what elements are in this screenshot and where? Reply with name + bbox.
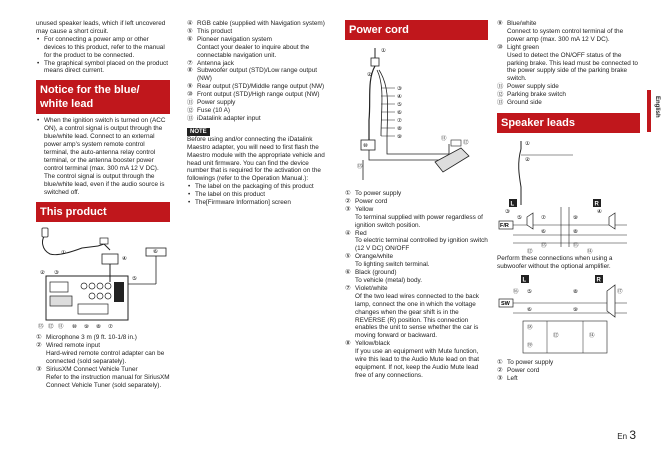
list-item: ② Power cord [345, 197, 388, 205]
callout-3: ③ [505, 208, 510, 215]
language-tab [647, 90, 662, 132]
callout-5: ⑤ [517, 214, 522, 221]
callout-6: ⑥ [527, 306, 532, 313]
left-label: L [522, 277, 527, 284]
callout-6: ⑥ [541, 228, 546, 235]
callout-10: ⑩ [363, 143, 368, 149]
language-tab-bar [647, 90, 651, 132]
callout-13: ⑬ [541, 242, 547, 249]
callout-5: ⑤ [397, 102, 402, 108]
notice-text: • When the ignition switch is turned on (ACC ON), a control signal is output through the blue/white lead. Connect to an external power amp's system remote control terminal, the auto-antenna relay control terminal, or the antenna booster power control terminal (max. 300 mA 12 V DC). The control signal is output through the blue/white lead, even if the audio source is switched off. [36, 117, 170, 196]
callout-3: ③ [54, 270, 59, 277]
callout-17: ⑰ [617, 288, 623, 295]
list-item: ⑬ iDatalink adapter input [187, 114, 261, 122]
callout-7: ⑦ [397, 118, 402, 124]
list-item-detail: To vehicle (metal) body. [355, 276, 423, 284]
product-heading: This product [36, 202, 170, 222]
list-item-detail: Connect to system control terminal of the power amp (max. 300 mA 12 V DC). [507, 27, 624, 43]
callout-18: ⑱ [527, 324, 533, 331]
callout-8: ⑧ [573, 288, 578, 295]
product-items [36, 334, 170, 389]
list-item: ⑦ Antenna jack [187, 59, 234, 67]
subwoofer-caption: Perform these connections when using a subwoofer without the optional amplifier. [497, 254, 613, 270]
list-item: ⑬ Ground side [497, 99, 542, 107]
callout-12: ⑫ [463, 140, 469, 146]
list-item: ⑩ Front output (STD)/High range output (NW) [187, 91, 320, 99]
callout-6: ⑥ [153, 249, 158, 256]
list-item: ① To power supply [497, 358, 554, 366]
column-4 [497, 20, 640, 383]
callout-12: ⑫ [527, 248, 533, 255]
list-item: ④ RGB cable (supplied with Navigation system) [187, 20, 325, 27]
page-number [617, 428, 636, 442]
column-2 [187, 20, 331, 207]
list-item-detail: To electric terminal controlled by ignition switch (12 V DC) ON/OFF [355, 237, 488, 253]
list-item-detail: To lighting switch terminal. [355, 261, 430, 269]
left-label: L [510, 201, 515, 208]
list-item: ② Power cord [497, 366, 540, 374]
list-item: ① To power supply [345, 190, 402, 197]
power-cord-items [345, 190, 488, 380]
column-1 [36, 20, 170, 390]
list-item: ⑥ Black (ground) [345, 269, 397, 277]
product-items-continued [187, 20, 331, 123]
page-prefix: En [617, 432, 628, 441]
callout-16: ⑯ [513, 288, 519, 295]
callout-5: ⑤ [132, 276, 137, 283]
power-cord-heading: Power cord [345, 20, 488, 40]
callout-9: ⑨ [573, 214, 578, 221]
speaker-diagram-2 [497, 273, 640, 359]
bullet-list [36, 36, 170, 76]
callout-11: ⑪ [441, 136, 447, 142]
notice-list [36, 117, 170, 196]
callout-7: ⑦ [108, 324, 113, 331]
callout-4: ④ [122, 256, 127, 263]
callout-2: ② [40, 270, 45, 277]
list-item: ⑤ Orange/white [345, 253, 394, 261]
list-item-detail: If you use an equipment with Mute function, wire this lead to the Audio Mute lead on that equipment. If not, keep the Audio Mute lead free of any connections. [355, 348, 479, 379]
list-item: ⑪ Power supply [187, 99, 236, 107]
bullet-item: • The label on this product [187, 191, 331, 199]
callout-5: ⑤ [527, 288, 532, 295]
list-item: ⑫ Parking brake switch [497, 91, 566, 99]
list-item: ③ SiriusXM Connect Vehicle Tuner [36, 366, 138, 374]
list-item: ④ Red [345, 229, 367, 237]
note-label: NOTE [187, 128, 210, 136]
callout-15: ⑮ [573, 242, 579, 249]
list-item: ⑩ Light green [497, 43, 539, 51]
note-bullets [187, 183, 331, 207]
speaker-leads-heading: Speaker leads [497, 113, 640, 133]
callout-4: ④ [597, 208, 602, 215]
sw-label: SW [501, 300, 510, 307]
callout-8: ⑧ [96, 324, 101, 331]
list-item-detail: Used to detect the ON/OFF status of the parking brake. This lead must be connected to the power supply side of the parking brake switch. [507, 51, 638, 83]
list-item-detail: To terminal supplied with power regardless of ignition switch position. [355, 213, 483, 229]
callout-9: ⑨ [397, 134, 402, 140]
callout-1: ① [61, 250, 66, 257]
column-3 [345, 20, 488, 380]
notice-heading: Notice for the blue/ white lead [36, 80, 170, 114]
callout-9: ⑨ [573, 306, 578, 313]
list-item: ⑨ Blue/white [497, 20, 537, 27]
right-label: R [594, 201, 599, 208]
callout-12: ⑫ [48, 324, 54, 331]
list-item: ⑧ Yellow/black [345, 340, 390, 348]
list-item: ⑥ Pioneer navigation system [187, 35, 272, 43]
list-item-detail: Refer to the instruction manual for SiriusXM Connect Vehicle Tuner (sold separately). [46, 373, 170, 389]
callout-9: ⑨ [84, 324, 89, 331]
fr-label: F/R [500, 222, 509, 229]
power-cord-items-continued [497, 20, 640, 107]
note-text: Before using and/or connecting the iDatalink Maestro adapter, you will need to first flash the Maestro module with the appropriate vehicle and head unit firmware. You can find the device number that is required for the activation on the followings (refer to the Operation Manual.): [187, 135, 325, 183]
list-item: ⑦ Violet/white [345, 284, 388, 292]
bullet-item: • The[Firmware Information] screen [187, 199, 331, 207]
callout-2: ② [367, 72, 372, 78]
list-item: ⑫ Fuse (10 A) [187, 106, 231, 114]
callout-12: ⑫ [553, 332, 559, 339]
callout-8: ⑧ [397, 126, 402, 132]
callout-14: ⑭ [589, 332, 595, 339]
list-item: ⑤ This product [187, 27, 233, 35]
power-cord-diagram [345, 40, 488, 190]
right-label: R [596, 277, 601, 284]
list-item: ⑨ Rear output (STD)/Middle range output (NW) [187, 83, 325, 91]
list-item: Contact your dealer to inquire about the connectable navigation unit. [197, 43, 310, 59]
speaker-items [497, 359, 640, 383]
list-item-detail: Of the two lead wires connected to the back lamp, connect the one in which the voltage changes when the gear shift is in the REVERSE (R) position. This connection enables the unit to sense whether the car is moving forward or backward. [355, 292, 479, 340]
language-tab-label: English [653, 96, 660, 118]
callout-2: ② [525, 156, 530, 163]
callout-6: ⑥ [397, 110, 402, 116]
callout-4: ④ [397, 94, 402, 100]
callout-13: ⑬ [357, 164, 363, 170]
callout-19: ⑲ [527, 342, 533, 349]
callout-14: ⑭ [587, 248, 593, 255]
list-item: ⑧ Subwoofer output (STD)/Low range output (NW) [187, 67, 318, 83]
bullet-item: • The graphical symbol placed on the product means direct current. [36, 60, 170, 76]
speaker-diagram-1 [497, 135, 640, 255]
callout-3: ③ [397, 86, 402, 92]
list-item: ③ Left [497, 374, 518, 382]
callout-1: ① [525, 140, 530, 147]
callout-7: ⑦ [541, 214, 546, 221]
product-diagram [36, 224, 170, 334]
intro-text: unused speaker leads, which if left uncovered may cause a short circuit. [36, 20, 166, 35]
page-number-value: 3 [629, 428, 636, 442]
list-item: ② Wired remote input [36, 342, 100, 350]
list-item-detail: Hard-wired remote control adapter can be connected (sold separately). [46, 350, 165, 366]
callout-13: ⑬ [38, 324, 44, 331]
callout-10: ⑩ [72, 324, 77, 331]
callout-11: ⑪ [58, 324, 64, 331]
callout-1: ① [381, 48, 386, 54]
callout-8: ⑧ [573, 228, 578, 235]
list-item: ⑪ Power supply side [497, 83, 559, 91]
list-item: ③ Yellow [345, 205, 374, 213]
bullet-item: • For connecting a power amp or other devices to this product, refer to the manual for the product to be connected. [36, 36, 170, 60]
list-item: ① Microphone 3 m (9 ft. 10-1/8 in.) [36, 334, 137, 342]
bullet-item: • The label on the packaging of this product [187, 183, 331, 191]
